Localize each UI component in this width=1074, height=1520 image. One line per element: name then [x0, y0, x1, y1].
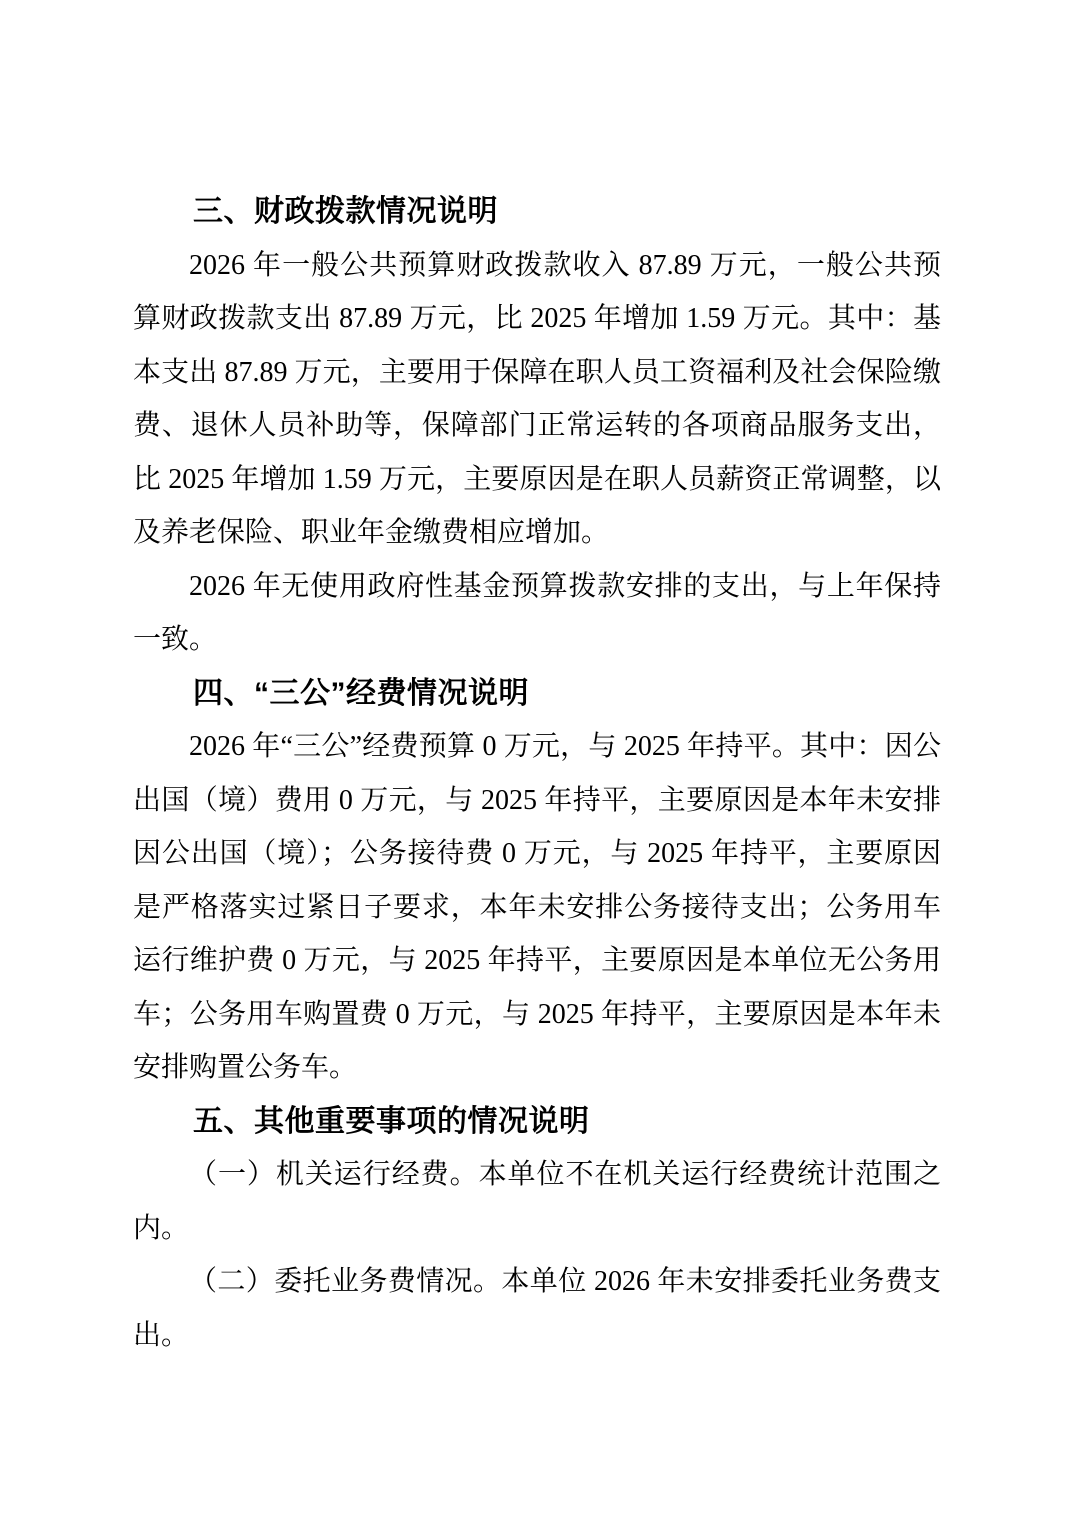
paragraph-three-public-expenses-1: 2026 年“三公”经费预算 0 万元，与 2025 年持平。其中：因公出国（境）费用 0 万元，与 2025 年持平，主要原因是本年未安排因公出国（境）；公务接待费 0 万元，与 2025 年持平，主要原因是严格落实过紧日子要求，本年未安排公务接待支出；公务用车运行维护费 0 万元，与 2025 年持平，主要原因是本单位无公务用车；公务用车购置费 0 万元，与 2025 年持平，主要原因是本年未安排购置公务车。 [133, 731, 941, 1083]
section-heading-other-important-matters: 五、其他重要事项的情况说明 [193, 1104, 590, 1138]
paragraph-fiscal-appropriation-1: 2026 年一般公共预算财政拨款收入 87.89 万元，一般公共预算财政拨款支出 87.89 万元，比 2025 年增加 1.59 万元。其中：基本支出 87.89 万元，主要用于保障在职人员工资福利及社会保险缴费、退休人员补助等，保障部门正常运转的各项商品服务支出，比 2025 年增加 1.59 万元，主要原因是在职人员薪资正常调整，以及养老保险、职业年金缴费相应增加。 [133, 249, 941, 548]
section-heading-fiscal-appropriation: 三、财政拨款情况说明 [193, 195, 498, 228]
section-heading-three-public-expenses: 四、“三公”经费情况说明 [193, 676, 529, 710]
paragraph-other-matters-1: （一）机关运行经费。本单位不在机关运行经费统计范围之内。 [133, 1159, 941, 1244]
paragraph-fiscal-appropriation-2: 2026 年无使用政府性基金预算拨款安排的支出，与上年保持一致。 [133, 570, 941, 655]
paragraph-other-matters-2: （二）委托业务费情况。本单位 2026 年未安排委托业务费支出。 [133, 1266, 941, 1351]
document-content [133, 185, 941, 1362]
